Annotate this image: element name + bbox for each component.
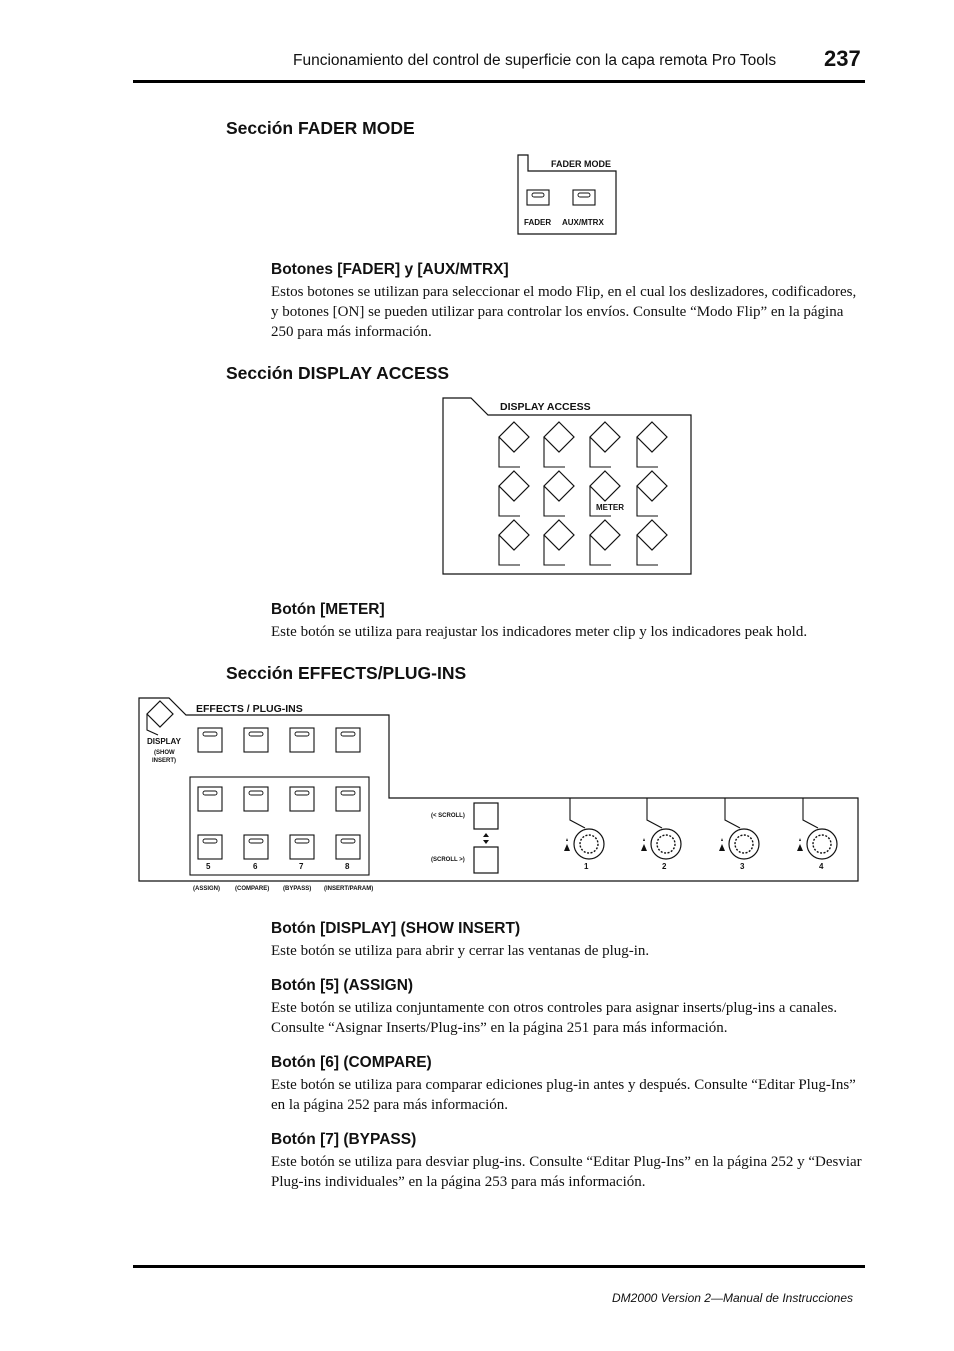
display-sub-label-1: (SHOW (154, 750, 175, 756)
section-heading-fader-mode: Sección FADER MODE (226, 118, 415, 138)
section-heading-effects-plugins: Sección EFFECTS/PLUG-INS (226, 663, 467, 683)
fader-button[interactable] (527, 190, 549, 205)
display-access-button[interactable] (544, 471, 574, 516)
footer-rule (133, 1265, 865, 1268)
button-number-5: 5 (206, 862, 211, 871)
paragraph-meter: Este botón se utiliza para reajustar los indicadores meter clip y los indicadores peak hold. (271, 624, 808, 640)
function-label-assign: (ASSIGN) (193, 886, 220, 892)
display-access-panel-diagram (440, 395, 695, 578)
scroll-right-label: (SCROLL >) (431, 857, 465, 863)
subheading-assign-button: Botón [5] (ASSIGN) (271, 977, 414, 994)
encoder-knob[interactable] (564, 798, 604, 859)
button-number-7: 7 (299, 862, 304, 871)
display-access-button[interactable] (544, 422, 574, 467)
aux-mtrx-button[interactable] (573, 190, 595, 205)
scroll-right-button[interactable] (474, 847, 498, 873)
effects-button[interactable] (336, 728, 360, 752)
effects-button[interactable] (244, 728, 268, 752)
fader-mode-panel-diagram (515, 152, 620, 238)
display-access-button[interactable] (590, 422, 620, 467)
function-label-insert-param: (INSERT/PARAM) (324, 886, 374, 892)
encoder-knob[interactable] (641, 798, 681, 859)
encoder-number-1: 1 (584, 862, 589, 871)
effects-button[interactable] (336, 787, 360, 811)
effects-button[interactable] (290, 835, 314, 859)
encoder-number-3: 3 (740, 862, 745, 871)
header-rule (133, 80, 865, 83)
paragraph-compare-button: Este botón se utiliza para comparar ediciones plug-in antes y después. Consulte “Editar Plug-Ins” en la página 252 para más información. (271, 1077, 856, 1113)
display-show-insert-button[interactable] (147, 701, 173, 735)
button-number-8: 8 (345, 862, 350, 871)
display-access-button[interactable] (499, 422, 529, 467)
subheading-meter: Botón [METER] (271, 601, 385, 618)
footer-text: DM2000 Version 2—Manual de Instrucciones (612, 1291, 854, 1305)
page-number: 237 (824, 46, 861, 71)
display-access-button[interactable] (637, 520, 667, 565)
paragraph-display-button: Este botón se utiliza para abrir y cerrar las ventanas de plug-in. (271, 943, 650, 959)
display-label: DISPLAY (147, 737, 181, 746)
encoder-number-4: 4 (819, 862, 824, 871)
encoder-knob[interactable] (719, 798, 759, 859)
effects-button[interactable] (336, 835, 360, 859)
scroll-down-arrow-icon (483, 840, 489, 844)
display-sub-label-2: INSERT) (152, 758, 176, 764)
effects-button[interactable] (244, 787, 268, 811)
function-label-compare: (COMPARE) (235, 886, 270, 892)
aux-mtrx-button-label: AUX/MTRX (562, 218, 604, 227)
effects-button[interactable] (290, 787, 314, 811)
subheading-compare-button: Botón [6] (COMPARE) (271, 1054, 432, 1071)
scroll-left-label: (< SCROLL) (431, 813, 465, 819)
scroll-left-button[interactable] (474, 803, 498, 829)
encoder-knob[interactable] (797, 798, 837, 859)
subheading-fader-auxmtrx: Botones [FADER] y [AUX/MTRX] (271, 261, 509, 278)
effects-button[interactable] (198, 787, 222, 811)
effects-panel-label: EFFECTS / PLUG-INS (196, 703, 303, 715)
effects-button[interactable] (198, 728, 222, 752)
effects-button[interactable] (198, 835, 222, 859)
encoder-number-2: 2 (662, 862, 667, 871)
display-access-panel-label: DISPLAY ACCESS (500, 401, 591, 413)
display-access-button-grid[interactable] (499, 422, 667, 565)
subheading-bypass-button: Botón [7] (BYPASS) (271, 1131, 417, 1148)
fader-button-label: FADER (524, 218, 552, 227)
effects-button[interactable] (290, 728, 314, 752)
button-number-6: 6 (253, 862, 258, 871)
paragraph-assign-button: Este botón se utiliza conjuntamente con otros controles para asignar inserts/plug-ins a canales. Consulte “Asignar Inserts/Plug-ins” en la página 251 para más información. (271, 1000, 838, 1036)
display-access-button[interactable] (590, 520, 620, 565)
display-access-button[interactable] (544, 520, 574, 565)
fader-mode-panel-label: FADER MODE (551, 159, 612, 169)
display-access-button[interactable] (499, 471, 529, 516)
scroll-up-arrow-icon (483, 833, 489, 837)
subheading-display-button: Botón [DISPLAY] (SHOW INSERT) (271, 920, 521, 937)
display-access-button[interactable] (499, 520, 529, 565)
paragraph-bypass-button: Este botón se utiliza para desviar plug-ins. Consulte “Editar Plug-Ins” en la página 252 y “Desviar Plug-ins individuales” en la página 253 para más información. (271, 1154, 862, 1190)
section-heading-display-access: Sección DISPLAY ACCESS (226, 363, 450, 383)
meter-label: METER (596, 503, 624, 512)
display-access-button[interactable] (637, 422, 667, 467)
page-header-title: Funcionamiento del control de superficie con la capa remota Pro Tools (293, 52, 777, 69)
paragraph-fader-auxmtrx: Estos botones se utilizan para seleccionar el modo Flip, en el cual los deslizadores, codificadores, y botones [ON] se pueden utilizar para controlar los envíos. Consulte “Modo Flip” en la página 250 para más información. (271, 284, 857, 340)
effects-button[interactable] (244, 835, 268, 859)
display-access-button[interactable] (637, 471, 667, 516)
function-label-bypass: (BYPASS) (283, 886, 312, 892)
effects-plugins-panel-diagram (136, 695, 862, 895)
